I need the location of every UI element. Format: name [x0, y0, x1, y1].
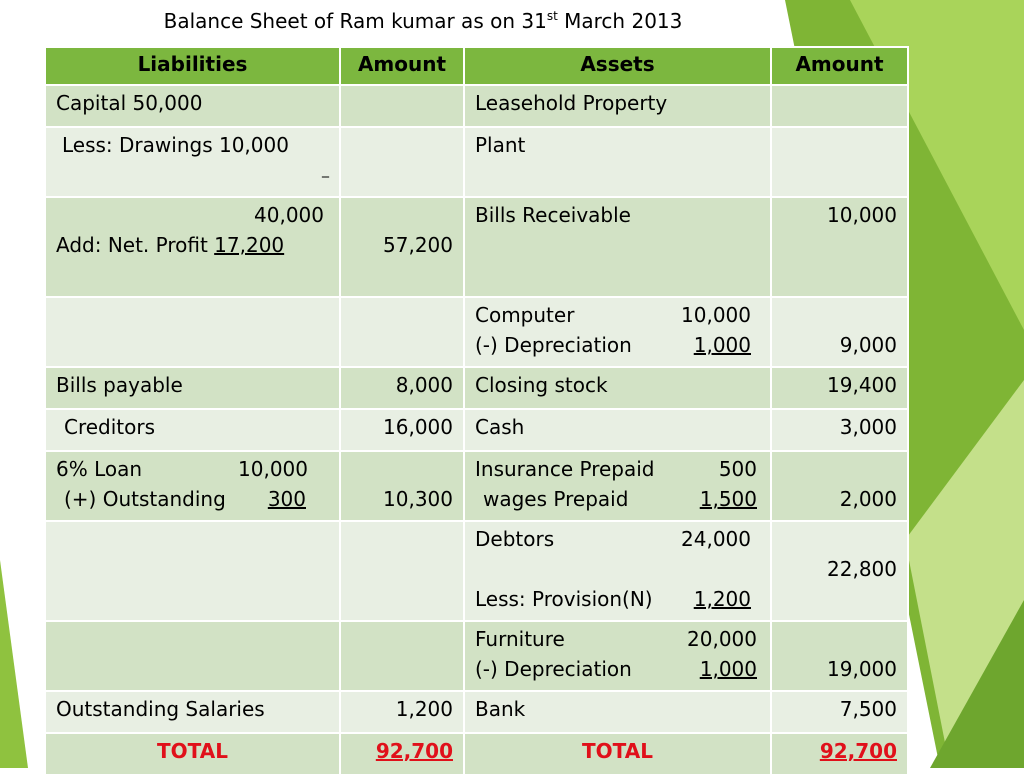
table-row: [45, 197, 908, 297]
capital-amount: 57,200: [383, 233, 453, 257]
debtors-value: 24,000: [681, 527, 751, 551]
table-row: [45, 297, 908, 367]
net-profit-line: [56, 230, 329, 260]
cell-cash: Cash: [464, 409, 771, 451]
outstanding-value: 300: [267, 487, 306, 511]
computer-value: 10,000: [681, 303, 751, 327]
furniture-dep-line: [475, 654, 757, 684]
computer-dep-line: [475, 330, 751, 360]
title-superscript: st: [546, 9, 558, 23]
table-row: [45, 621, 908, 691]
debtors-amount: 22,800: [827, 557, 897, 581]
header-amount-liabilities: Amount: [340, 47, 464, 85]
cell-outstanding-salaries: Outstanding Salaries: [45, 691, 340, 733]
total-row: [45, 733, 908, 775]
wages-value: 1,500: [699, 487, 757, 511]
furniture-amount: 19,000: [827, 657, 897, 681]
cell-empty: [771, 127, 908, 197]
title-prefix: Balance Sheet of Ram kumar as on 31: [163, 9, 547, 33]
cell-prepaid-amount: [771, 451, 908, 521]
header-amount-assets: Amount: [771, 47, 908, 85]
table-row: [45, 127, 908, 197]
net-profit-value: 17,200: [214, 233, 285, 257]
provision-line: [475, 584, 751, 614]
table-row: [45, 85, 908, 127]
cell-empty: [340, 127, 464, 197]
computer-dep-label: (-) Depreciation: [475, 333, 632, 357]
cell-total-left: [340, 733, 464, 775]
cell-bills-receivable-amount: 10,000: [771, 197, 908, 297]
computer-amount: 9,000: [839, 333, 897, 357]
furniture-line: [475, 624, 757, 654]
cell-capital: Capital 50,000: [45, 85, 340, 127]
furniture-value: 20,000: [687, 627, 757, 651]
cell-furniture-amount: [771, 621, 908, 691]
cell-bills-receivable: Bills Receivable: [464, 197, 771, 297]
cell-loan: [45, 451, 340, 521]
dash-mark: _: [322, 162, 329, 178]
cell-empty: [340, 621, 464, 691]
outstanding-label: (+) Outstanding: [64, 487, 226, 511]
insurance-value: 500: [718, 457, 757, 481]
cell-closing-stock-amount: 19,400: [771, 367, 908, 409]
less-drawings-text: Less: Drawings 10,000: [62, 133, 289, 157]
cell-empty: [45, 297, 340, 367]
cell-bank: Bank: [464, 691, 771, 733]
cell-debtors: [464, 521, 771, 621]
table-row: [45, 691, 908, 733]
cell-computer: [464, 297, 771, 367]
cell-bills-payable-amount: 8,000: [340, 367, 464, 409]
header-assets: Assets: [464, 47, 771, 85]
cell-empty: [45, 521, 340, 621]
cell-creditors: Creditors: [45, 409, 340, 451]
cell-empty: [340, 521, 464, 621]
loan-amount: 10,300: [383, 487, 453, 511]
cell-total-right: [771, 733, 908, 775]
capital-subtotal: 40,000: [254, 203, 324, 227]
total-left-value: 92,700: [375, 739, 453, 763]
loan-value: 10,000: [238, 457, 308, 481]
cell-outstanding-salaries-amount: 1,200: [340, 691, 464, 733]
header-row: [45, 47, 908, 85]
green-wedge-left: [0, 560, 28, 768]
cell-debtors-amount: [771, 521, 908, 621]
outstanding-line: [56, 484, 306, 514]
cell-total-label-right: TOTAL: [464, 733, 771, 775]
cell-creditors-amount: 16,000: [340, 409, 464, 451]
furniture-label: Furniture: [475, 627, 565, 651]
balance-sheet-table: [44, 46, 909, 776]
computer-line: [475, 300, 751, 330]
furniture-dep-label: (-) Depreciation: [475, 657, 632, 681]
furniture-dep-value: 1,000: [699, 657, 757, 681]
loan-line: [56, 454, 308, 484]
cell-capital-amount: [340, 197, 464, 297]
cell-empty: [771, 85, 908, 127]
net-profit-label: Add: Net. Profit: [56, 233, 215, 257]
cell-bank-amount: 7,500: [771, 691, 908, 733]
cell-furniture: [464, 621, 771, 691]
cell-total-label-left: TOTAL: [45, 733, 340, 775]
cell-empty: [340, 297, 464, 367]
cell-closing-stock: Closing stock: [464, 367, 771, 409]
cell-computer-amount: [771, 297, 908, 367]
computer-dep-value: 1,000: [693, 333, 751, 357]
table-row: [45, 409, 908, 451]
cell-loan-amount: [340, 451, 464, 521]
cell-bills-payable: Bills payable: [45, 367, 340, 409]
insurance-label: Insurance Prepaid: [475, 457, 655, 481]
cell-plant: Plant: [464, 127, 771, 197]
cell-cash-amount: 3,000: [771, 409, 908, 451]
debtors-label: Debtors: [475, 527, 555, 551]
provision-label: Less: Provision(N): [475, 587, 653, 611]
insurance-line: [475, 454, 757, 484]
table-row: [45, 367, 908, 409]
prepaid-amount: 2,000: [839, 487, 897, 511]
cell-capital-computation: [45, 197, 340, 297]
computer-label: Computer: [475, 303, 575, 327]
cell-leasehold: Leasehold Property: [464, 85, 771, 127]
title-suffix: March 2013: [557, 9, 683, 33]
table-row: [45, 521, 908, 621]
loan-label: 6% Loan: [56, 457, 143, 481]
header-liabilities: Liabilities: [45, 47, 340, 85]
provision-value: 1,200: [693, 587, 751, 611]
debtors-line: [475, 524, 751, 554]
wages-line: [475, 484, 757, 514]
table-row: [45, 451, 908, 521]
total-right-value: 92,700: [819, 739, 897, 763]
cell-empty: [45, 621, 340, 691]
page-title: [0, 6, 846, 36]
cell-prepaid: [464, 451, 771, 521]
cell-empty: [340, 85, 464, 127]
wages-label: wages Prepaid: [483, 487, 629, 511]
cell-less-drawings: [45, 127, 340, 197]
